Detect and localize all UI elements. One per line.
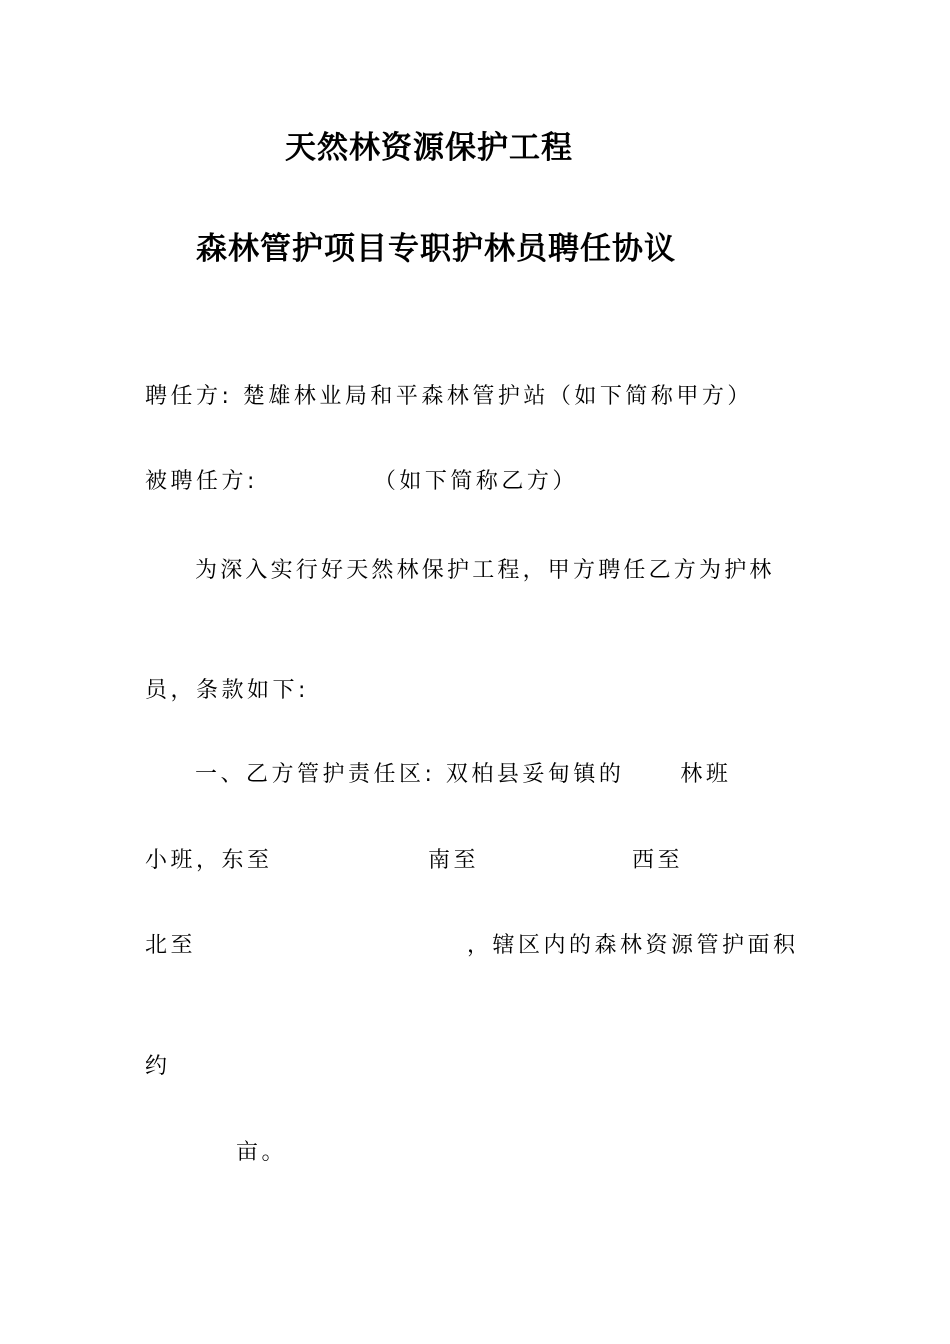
clause1-line3 <box>145 931 799 961</box>
document-title-line2: 森林管护项目专职护林员聘任协议 <box>196 231 676 267</box>
intro-line1: 为深入实行好天然林保护工程，甲方聘任乙方为护林 <box>195 558 775 583</box>
clause1-north-boundary: 北至 <box>145 933 197 958</box>
clause1-forest-block: 林班 <box>680 762 732 787</box>
clause1-west-boundary: 西至 <box>632 848 684 873</box>
appointee-label: 被聘任方: <box>145 469 258 494</box>
clause1-area-description: ，辖区内的森林资源管护面积 <box>467 933 799 958</box>
clause1-line5: 亩。 <box>236 1140 288 1165</box>
clause1-area-text: 一、乙方管护责任区: 双柏县妥甸镇的 <box>195 762 625 787</box>
clause1-line2 <box>145 846 684 876</box>
intro-line2: 员，条款如下: <box>145 678 309 703</box>
clause1-line4: 约 <box>145 1054 171 1079</box>
document-title-line1: 天然林资源保护工程 <box>285 130 573 166</box>
clause1-south-boundary: 南至 <box>428 848 480 873</box>
clause1-east-boundary: 小班，东至 <box>145 848 273 873</box>
appointer-line: 聘任方: 楚雄林业局和平森林管护站（如下简称甲方） <box>145 384 753 409</box>
appointee-suffix: （如下简称乙方） <box>373 469 578 494</box>
clause1-line1 <box>195 760 731 790</box>
appointee-line <box>145 467 578 497</box>
